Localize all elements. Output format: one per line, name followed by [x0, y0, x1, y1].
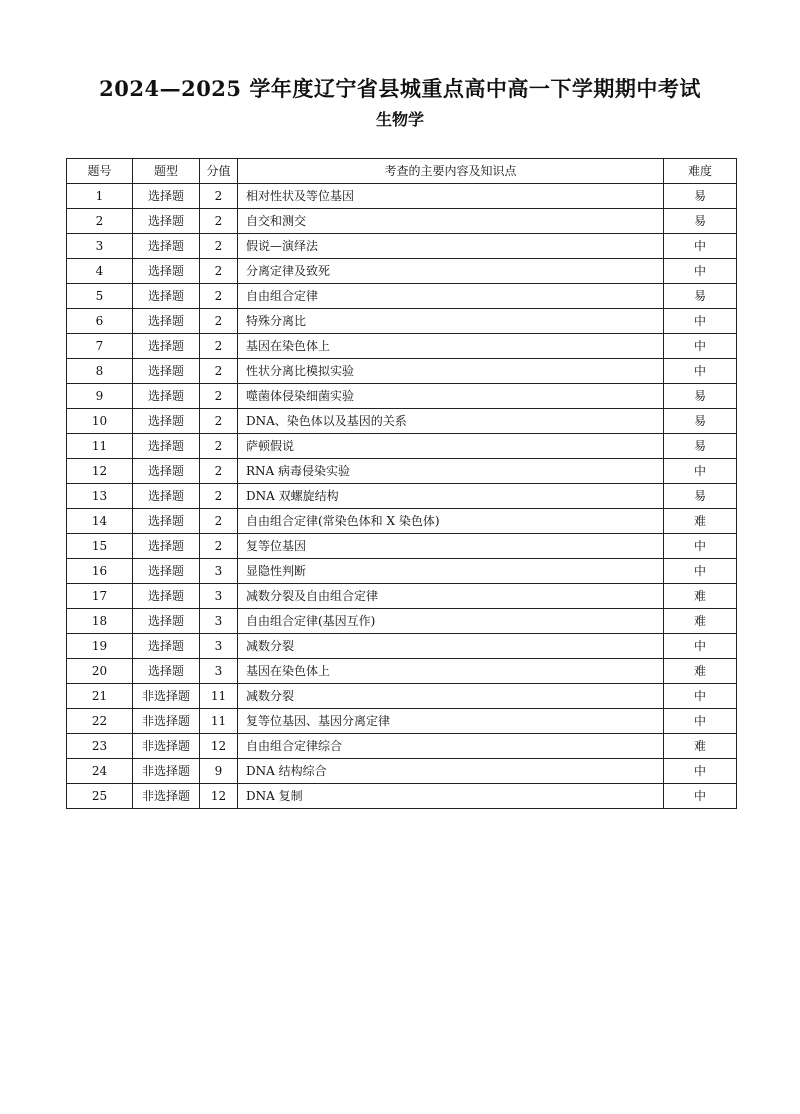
table-row	[67, 734, 737, 759]
score-cell: 3	[200, 559, 238, 584]
score-cell: 2	[200, 259, 238, 284]
content-cell: 复等位基因	[238, 534, 664, 559]
difficulty-cell: 中	[664, 234, 737, 259]
question-number-cell: 14	[67, 509, 133, 534]
table-row	[67, 584, 737, 609]
table-row	[67, 659, 737, 684]
question-type-cell: 选择题	[133, 534, 200, 559]
content-cell: 假说—演绎法	[238, 234, 664, 259]
content-cell: 自交和测交	[238, 209, 664, 234]
content-cell: 性状分离比模拟实验	[238, 359, 664, 384]
difficulty-cell: 易	[664, 484, 737, 509]
score-cell: 2	[200, 484, 238, 509]
content-cell: 减数分裂及自由组合定律	[238, 584, 664, 609]
content-cell: 相对性状及等位基因	[238, 184, 664, 209]
table-row	[67, 634, 737, 659]
table-row	[67, 459, 737, 484]
score-cell: 11	[200, 709, 238, 734]
question-number-cell: 17	[67, 584, 133, 609]
question-number-cell: 22	[67, 709, 133, 734]
difficulty-cell: 中	[664, 684, 737, 709]
question-number-cell: 9	[67, 384, 133, 409]
difficulty-cell: 难	[664, 609, 737, 634]
content-cell: 自由组合定律(基因互作)	[238, 609, 664, 634]
score-cell: 2	[200, 459, 238, 484]
question-number-cell: 21	[67, 684, 133, 709]
question-type-cell: 选择题	[133, 509, 200, 534]
header-question-type: 题型	[133, 159, 200, 184]
difficulty-cell: 中	[664, 459, 737, 484]
difficulty-cell: 难	[664, 509, 737, 534]
table-row	[67, 759, 737, 784]
table-row	[67, 209, 737, 234]
table-row	[67, 684, 737, 709]
score-cell: 2	[200, 359, 238, 384]
table-row	[67, 384, 737, 409]
question-type-cell: 选择题	[133, 484, 200, 509]
difficulty-cell: 难	[664, 659, 737, 684]
score-cell: 2	[200, 309, 238, 334]
table-row	[67, 709, 737, 734]
score-cell: 11	[200, 684, 238, 709]
question-type-cell: 选择题	[133, 309, 200, 334]
question-type-cell: 选择题	[133, 584, 200, 609]
table-row	[67, 609, 737, 634]
score-cell: 2	[200, 334, 238, 359]
question-type-cell: 选择题	[133, 384, 200, 409]
content-cell: RNA 病毒侵染实验	[238, 459, 664, 484]
question-number-cell: 23	[67, 734, 133, 759]
table-row	[67, 334, 737, 359]
score-cell: 12	[200, 784, 238, 809]
difficulty-cell: 易	[664, 409, 737, 434]
content-cell: 自由组合定律(常染色体和 X 染色体)	[238, 509, 664, 534]
question-type-cell: 非选择题	[133, 784, 200, 809]
question-number-cell: 2	[67, 209, 133, 234]
score-cell: 2	[200, 509, 238, 534]
table-row	[67, 509, 737, 534]
table-row	[67, 534, 737, 559]
page-title: 2024—2025 学年度辽宁省县城重点高中高一下学期期中考试	[99, 76, 701, 101]
subject-subtitle: 生物学	[375, 110, 424, 129]
content-cell: 复等位基因、基因分离定律	[238, 709, 664, 734]
question-number-cell: 12	[67, 459, 133, 484]
question-number-cell: 24	[67, 759, 133, 784]
content-cell: 显隐性判断	[238, 559, 664, 584]
question-type-cell: 选择题	[133, 459, 200, 484]
question-number-cell: 20	[67, 659, 133, 684]
difficulty-cell: 中	[664, 534, 737, 559]
table-row	[67, 309, 737, 334]
question-number-cell: 25	[67, 784, 133, 809]
table-row	[67, 434, 737, 459]
question-number-cell: 16	[67, 559, 133, 584]
table-row	[67, 184, 737, 209]
question-number-cell: 3	[67, 234, 133, 259]
score-cell: 3	[200, 634, 238, 659]
score-cell: 3	[200, 659, 238, 684]
content-cell: DNA 双螺旋结构	[238, 484, 664, 509]
score-cell: 12	[200, 734, 238, 759]
content-cell: 自由组合定律综合	[238, 734, 664, 759]
score-cell: 3	[200, 609, 238, 634]
table-row	[67, 409, 737, 434]
question-type-cell: 选择题	[133, 409, 200, 434]
content-cell: 基因在染色体上	[238, 334, 664, 359]
question-type-cell: 非选择题	[133, 734, 200, 759]
score-cell: 2	[200, 409, 238, 434]
question-number-cell: 5	[67, 284, 133, 309]
difficulty-cell: 中	[664, 334, 737, 359]
question-number-cell: 13	[67, 484, 133, 509]
header-question-number: 题号	[67, 159, 133, 184]
question-type-cell: 非选择题	[133, 709, 200, 734]
header-score: 分值	[200, 159, 238, 184]
content-cell: 特殊分离比	[238, 309, 664, 334]
question-type-cell: 非选择题	[133, 759, 200, 784]
content-cell: 自由组合定律	[238, 284, 664, 309]
table-row	[67, 359, 737, 384]
content-cell: DNA 结构综合	[238, 759, 664, 784]
difficulty-cell: 难	[664, 734, 737, 759]
score-cell: 2	[200, 234, 238, 259]
difficulty-cell: 中	[664, 309, 737, 334]
question-number-cell: 8	[67, 359, 133, 384]
question-number-cell: 18	[67, 609, 133, 634]
score-cell: 2	[200, 534, 238, 559]
content-cell: 基因在染色体上	[238, 659, 664, 684]
content-cell: 减数分裂	[238, 684, 664, 709]
difficulty-cell: 易	[664, 209, 737, 234]
content-cell: 噬菌体侵染细菌实验	[238, 384, 664, 409]
difficulty-cell: 中	[664, 634, 737, 659]
table-row	[67, 484, 737, 509]
question-type-cell: 选择题	[133, 209, 200, 234]
table-body	[67, 184, 737, 809]
score-cell: 3	[200, 584, 238, 609]
table-row	[67, 784, 737, 809]
table-row	[67, 259, 737, 284]
score-cell: 2	[200, 284, 238, 309]
difficulty-cell: 中	[664, 359, 737, 384]
question-type-cell: 选择题	[133, 234, 200, 259]
table-row	[67, 234, 737, 259]
header-content: 考查的主要内容及知识点	[238, 159, 664, 184]
difficulty-cell: 易	[664, 384, 737, 409]
question-type-cell: 选择题	[133, 284, 200, 309]
exam-spec-table	[66, 158, 737, 809]
header-difficulty: 难度	[664, 159, 737, 184]
table-row	[67, 559, 737, 584]
question-type-cell: 选择题	[133, 634, 200, 659]
content-cell: 减数分裂	[238, 634, 664, 659]
difficulty-cell: 易	[664, 434, 737, 459]
content-cell: DNA、染色体以及基因的关系	[238, 409, 664, 434]
content-cell: 萨顿假说	[238, 434, 664, 459]
difficulty-cell: 中	[664, 784, 737, 809]
question-number-cell: 7	[67, 334, 133, 359]
question-number-cell: 10	[67, 409, 133, 434]
score-cell: 2	[200, 434, 238, 459]
difficulty-cell: 中	[664, 259, 737, 284]
question-type-cell: 选择题	[133, 184, 200, 209]
question-type-cell: 选择题	[133, 359, 200, 384]
question-type-cell: 选择题	[133, 334, 200, 359]
content-cell: DNA 复制	[238, 784, 664, 809]
question-type-cell: 选择题	[133, 434, 200, 459]
question-type-cell: 选择题	[133, 609, 200, 634]
question-type-cell: 选择题	[133, 559, 200, 584]
difficulty-cell: 易	[664, 184, 737, 209]
score-cell: 2	[200, 184, 238, 209]
difficulty-cell: 易	[664, 284, 737, 309]
difficulty-cell: 中	[664, 559, 737, 584]
difficulty-cell: 中	[664, 709, 737, 734]
question-number-cell: 4	[67, 259, 133, 284]
question-type-cell: 选择题	[133, 259, 200, 284]
score-cell: 2	[200, 384, 238, 409]
question-type-cell: 非选择题	[133, 684, 200, 709]
difficulty-cell: 中	[664, 759, 737, 784]
content-cell: 分离定律及致死	[238, 259, 664, 284]
question-number-cell: 19	[67, 634, 133, 659]
difficulty-cell: 难	[664, 584, 737, 609]
question-number-cell: 11	[67, 434, 133, 459]
score-cell: 2	[200, 209, 238, 234]
table-row	[67, 284, 737, 309]
question-type-cell: 选择题	[133, 659, 200, 684]
question-number-cell: 15	[67, 534, 133, 559]
question-number-cell: 1	[67, 184, 133, 209]
question-number-cell: 6	[67, 309, 133, 334]
table-header-row	[67, 159, 737, 184]
score-cell: 9	[200, 759, 238, 784]
